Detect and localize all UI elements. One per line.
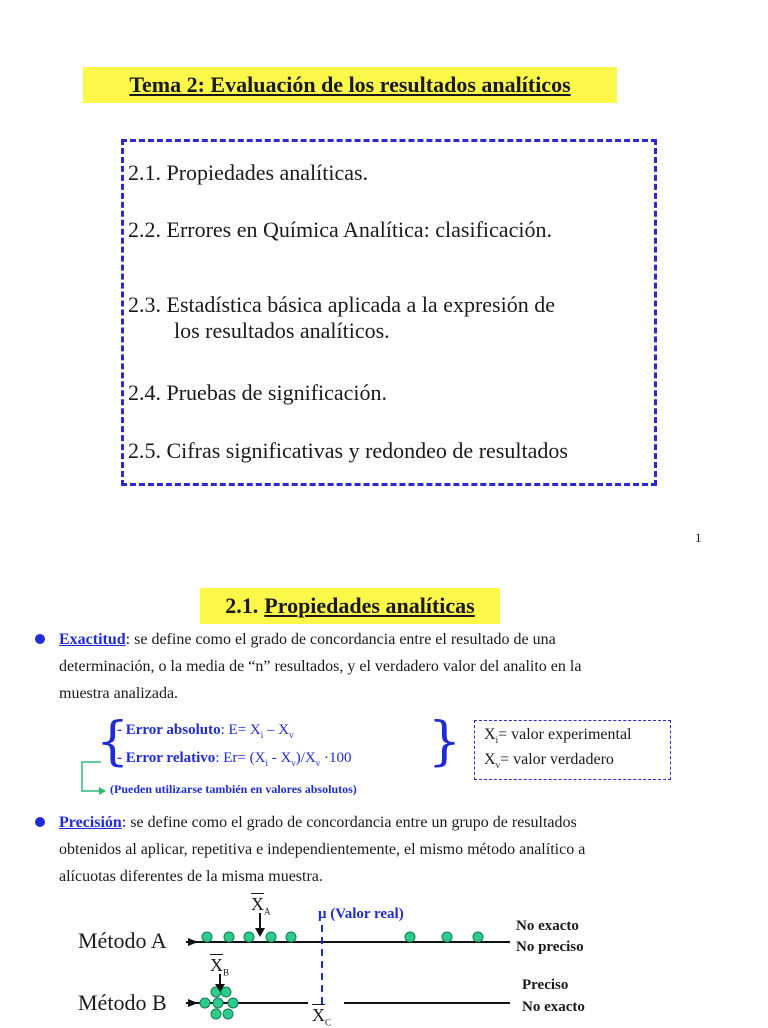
- eq-sub: v: [289, 730, 294, 740]
- method-a-label: Método A: [78, 928, 167, 953]
- data-point: [244, 932, 254, 942]
- arrow-down-icon: [255, 928, 265, 937]
- xc-label: [312, 1005, 331, 1028]
- data-point: [473, 932, 483, 942]
- data-point: [221, 987, 231, 997]
- method-b-status1: Preciso: [522, 977, 569, 993]
- data-point: [223, 1009, 233, 1019]
- xb-label: [210, 955, 229, 978]
- toc-item-line: 2.3. Estadística básica aplicada a la expresión de: [128, 292, 555, 317]
- xbar-var: $\overline{X}$: [251, 894, 264, 914]
- exactitud-line1: : se define como el grado de concordancia entre el resultado de una: [125, 631, 556, 648]
- xbar-sub: B: [223, 967, 230, 978]
- legend-sub: i: [495, 735, 499, 746]
- legend-var: X: [484, 751, 496, 768]
- exactitud-line2: determinación, o la media de “n” resultados, y el verdadero valor del analito en la: [59, 658, 582, 675]
- exactitud-line3: muestra analizada.: [59, 685, 179, 702]
- eq-part: : Er= (X: [215, 750, 266, 766]
- data-point: [211, 1009, 221, 1019]
- toc-item: 2.2. Errores en Química Analítica: clasificación.: [128, 217, 552, 242]
- xbar-sub: C: [325, 1017, 332, 1028]
- eq-sub: v: [291, 758, 296, 768]
- data-point: [202, 932, 212, 942]
- method-a-status2: No preciso: [516, 939, 584, 955]
- xbar-var: $\overline{X}$: [312, 1005, 325, 1025]
- mu-label: μ (Valor real): [318, 906, 404, 922]
- arrow-icon: [188, 999, 198, 1007]
- xbar-var: $\overline{X}$: [210, 955, 223, 975]
- slide2-title-text: Propiedades analíticas: [264, 593, 475, 618]
- method-b-label: Método B: [78, 990, 167, 1015]
- toc-item: 2.1. Propiedades analíticas.: [128, 160, 369, 185]
- slide2-title-number: 2.1.: [225, 593, 259, 618]
- toc-item-line: los resultados analíticos.: [174, 318, 390, 343]
- legend-var: X: [484, 726, 496, 743]
- eq-part: - X: [267, 750, 292, 766]
- precision-line2: obtenidos al aplicar, repetitiva e independientemente, el mismo método analítico a: [59, 841, 586, 858]
- eq-part: )/X: [295, 750, 316, 766]
- data-point: [224, 932, 234, 942]
- eq-sub: i: [260, 730, 264, 740]
- eq-part: : E= X: [220, 722, 261, 738]
- data-point: [228, 998, 238, 1008]
- note-absolute-values: (Pueden utilizarse también en valores absolutos): [110, 782, 357, 796]
- eq-part: – X: [263, 722, 290, 738]
- error-absoluto-label: - Error absoluto: [117, 722, 221, 738]
- left-brace-icon: {: [96, 712, 130, 772]
- toc-item: 2.5. Cifras significativas y redondeo de resultados: [128, 438, 568, 463]
- legend-sub: v: [495, 760, 501, 771]
- slide1-title: Tema 2: Evaluación de los resultados analíticos: [83, 67, 617, 103]
- right-brace-icon: }: [428, 712, 462, 772]
- data-point: [200, 998, 210, 1008]
- eq-sub: v: [315, 758, 321, 768]
- precision-term: Precisión: [59, 814, 122, 831]
- arrow-icon: [188, 938, 198, 946]
- data-point: [442, 932, 452, 942]
- page-number: 1: [695, 530, 702, 545]
- legend-text: = valor verdadero: [500, 751, 614, 768]
- method-b-status2: No exacto: [522, 999, 585, 1015]
- data-point: [405, 932, 415, 942]
- method-b-points: [200, 987, 238, 1019]
- data-point: [286, 932, 296, 942]
- exactitud-term: Exactitud: [59, 631, 126, 648]
- method-a-status1: No exacto: [516, 918, 579, 934]
- data-point: [213, 998, 223, 1008]
- eq-sub: i: [265, 758, 268, 768]
- xbar-sub: A: [264, 906, 271, 917]
- precision-line1: : se define como el grado de concordancia entre un grupo de resultados: [121, 814, 577, 831]
- xa-label: [251, 894, 271, 917]
- toc-item: 2.4. Pruebas de significación.: [128, 380, 388, 405]
- legend-text: = valor experimental: [498, 726, 632, 743]
- error-relativo-label: - Error relativo: [117, 750, 216, 766]
- data-point: [266, 932, 276, 942]
- precision-line3: alícuotas diferentes de la misma muestra.: [59, 868, 323, 885]
- eq-part: ·100: [320, 750, 352, 766]
- method-a-points: [202, 932, 483, 942]
